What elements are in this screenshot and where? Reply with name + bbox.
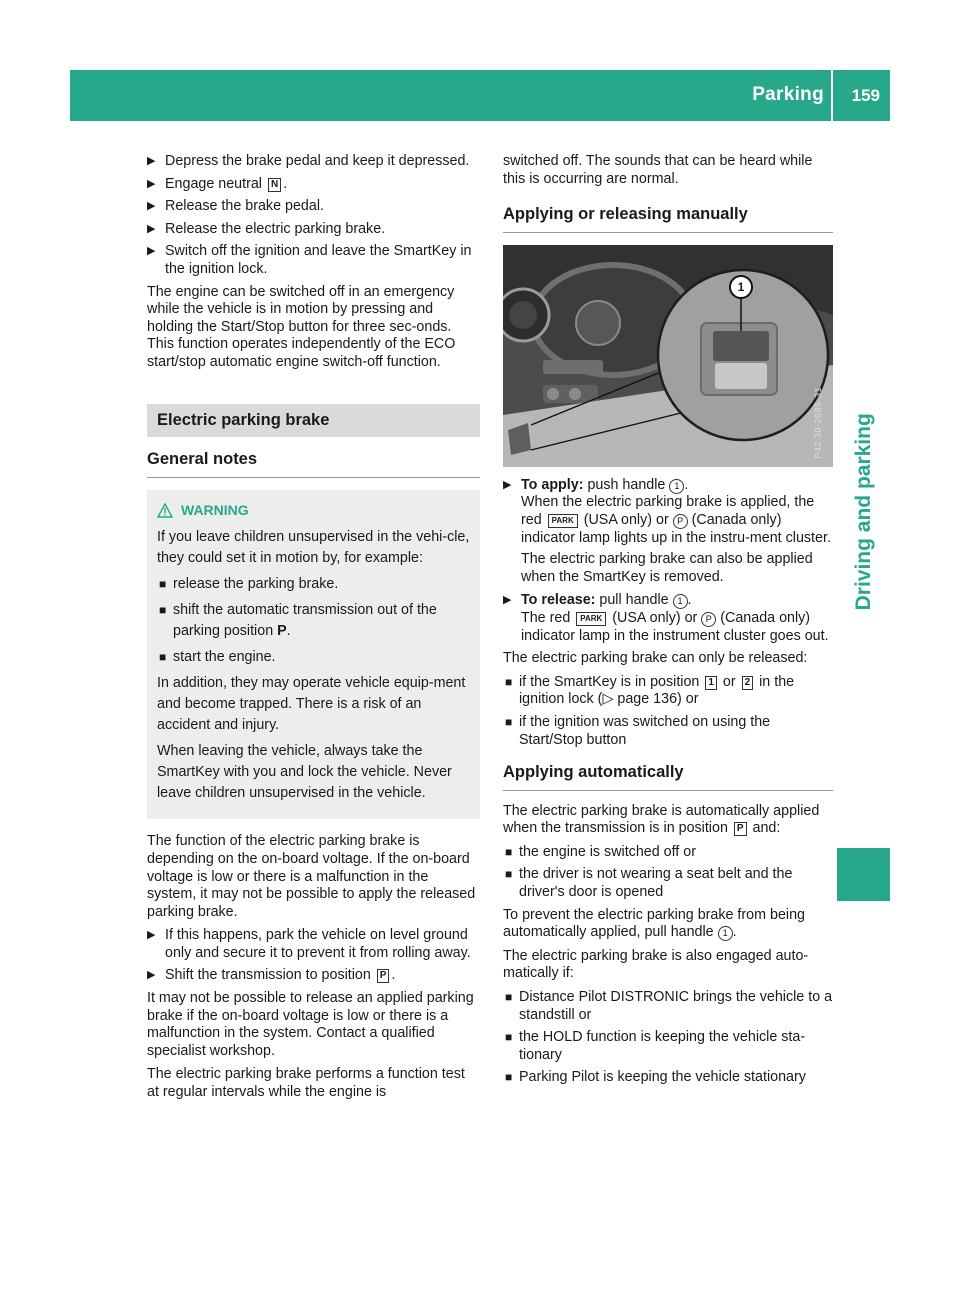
list-item-text: in the ignition lock ( (519, 673, 795, 708)
step-text: Shift the transmission to position (165, 967, 375, 984)
step-item (147, 153, 480, 171)
step-arrow-icon: ▶ (147, 969, 156, 982)
key-position-2-symbol: 2 (742, 676, 754, 690)
step-apply (503, 477, 833, 587)
paragraph-release: It may not be possible to release an applied parking brake if the on-board voltage is low or there is a malfunction in the system. Contact a qualified specialist workshop. (147, 990, 474, 1059)
step-label: To apply: (521, 476, 584, 493)
step-text: pull handle (595, 592, 673, 609)
warning-triangle-icon (157, 503, 173, 518)
handle-callout-icon: 1 (669, 479, 684, 494)
warning-title-text: WARNING (181, 501, 249, 518)
punctuation: . (684, 476, 689, 493)
list-item-text: or (718, 673, 740, 690)
step-text: Switch off the ignition and leave the SmartKey in the ignition lock. (165, 243, 472, 277)
list-item: ■ the driver is not wearing a seat belt and the driver's door is opened (505, 866, 793, 901)
section-band-electric-parking-brake: Electric parking brake (147, 404, 480, 438)
paragraph-also-engaged: The electric parking brake is also engaged auto-matically if: (503, 947, 809, 982)
paragraph-text: To prevent the electric parking brake from being automatically applied, pull handle (503, 906, 805, 941)
photo-reference-code: P42.30-2685-31 (813, 387, 824, 459)
paragraph-continued: switched off. The sounds that can be heard while this is occurring are normal. (503, 153, 813, 187)
warning-paragraph: When leaving the vehicle, always take the SmartKey with you and lock the vehicle. Never leave children unsupervised in the vehicle. (157, 743, 452, 802)
step-item (147, 198, 480, 216)
left-column (147, 153, 480, 1108)
parking-brake-photo (503, 245, 833, 467)
step-text: If this happens, park the vehicle on level ground only and secure it to prevent it from rolling away. (165, 927, 471, 961)
park-indicator-icon: PARK (576, 612, 606, 626)
step-item (147, 927, 480, 962)
list-item: ■ Parking Pilot is keeping the vehicle stationary (505, 1069, 806, 1086)
step-text: Engage neutral (165, 175, 266, 192)
step-arrow-icon: ▶ (147, 177, 156, 190)
paragraph-auto-intro (503, 803, 833, 838)
step-arrow-icon: ▶ (147, 155, 156, 167)
handle-callout-icon: 1 (718, 926, 733, 941)
list-item-text: if the SmartKey is in position (519, 673, 704, 690)
step-text: (USA only) or (579, 511, 673, 528)
section-title: Parking (752, 84, 824, 105)
paragraph-prevent (503, 907, 833, 942)
warning-bullet-text: release the parking brake. (173, 576, 339, 593)
warning-title (157, 502, 472, 520)
punctuation: . (732, 924, 737, 941)
punctuation: . (391, 967, 396, 984)
list-item-text: the HOLD function is keeping the vehicle sta-tionary (519, 1029, 806, 1063)
list-item: ■ if the SmartKey is in position 1 or 2 in the ignition lock (▷ page 136) or (505, 673, 795, 708)
paragraph-function-test: The electric parking brake performs a function test at regular intervals while the engine is (147, 1066, 465, 1101)
warning-bullet-text: shift the automatic transmission out of the parking position (173, 602, 437, 640)
step-arrow-icon: ▶ (147, 222, 156, 235)
list-item: ■ the HOLD function is keeping the vehicle sta-tionary (505, 1029, 806, 1063)
step-note: The electric parking brake can also be applied when the SmartKey is removed. (521, 551, 813, 585)
warning-bullet: ■ shift the automatic transmission out of the parking position P. (159, 602, 437, 640)
warning-box (147, 490, 480, 820)
page-reference-arrow-icon: ▷ (602, 691, 614, 708)
warning-bullet: ■ release the parking brake. (159, 576, 339, 593)
gear-p-symbol: P (377, 969, 390, 983)
punctuation: . (286, 623, 291, 640)
list-item: ■ if the ignition was switched on using the Start/Stop button (505, 713, 771, 748)
paragraph-text: The electric parking brake is automatically applied when the transmission is in position (503, 802, 820, 837)
step-item (147, 176, 480, 194)
canada-brake-indicator-icon: P (701, 612, 716, 627)
step-text: (Canada only) indicator lamp in the instrument cluster goes out. (521, 609, 829, 644)
canada-brake-indicator-icon: P (673, 514, 688, 529)
heading-manual: Applying or releasing manually (503, 206, 833, 233)
step-arrow-icon: ▶ (503, 594, 512, 607)
step-item (147, 221, 480, 239)
step-arrow-icon: ▶ (147, 200, 156, 213)
paragraph-text: and: (748, 820, 781, 837)
list-item-text: Parking Pilot is keeping the vehicle stationary (519, 1069, 806, 1086)
step-label: To release: (521, 592, 596, 609)
gear-position-p: P (277, 623, 287, 640)
page-reference-link[interactable]: page 136) or (613, 691, 699, 708)
handle-callout-icon: 1 (673, 594, 688, 609)
warning-bullet-text: start the engine. (173, 649, 276, 666)
list-item-text: the engine is switched off or (519, 843, 696, 860)
list-item-text: if the ignition was switched on using the Start/Stop button (519, 713, 771, 748)
list-item-text: the driver is not wearing a seat belt and the driver's door is opened (519, 866, 793, 901)
step-item (147, 243, 480, 278)
step-arrow-icon: ▶ (503, 478, 512, 491)
park-indicator-icon: PARK (548, 514, 578, 528)
warning-bullet: ■ start the engine. (159, 649, 276, 666)
step-text: (USA only) or (608, 609, 702, 626)
paragraph-voltage: The function of the electric parking brake is depending on the on-board voltage. If the on-board voltage is low or there is a malfunction in the system, it may not be possible to apply the released parking brake. (147, 833, 476, 920)
header-divider (831, 70, 833, 121)
list-item: ■ Distance Pilot DISTRONIC brings the vehicle to a standstill or (505, 989, 833, 1023)
photo-callout-number: 1 (737, 279, 745, 294)
step-text: Release the brake pedal. (165, 198, 324, 215)
heading-automatic: Applying automatically (503, 764, 833, 791)
key-position-1-symbol: 1 (705, 676, 717, 690)
list-item-text: Distance Pilot DISTRONIC brings the vehicle to a standstill or (519, 989, 833, 1023)
step-text: Depress the brake pedal and keep it depressed. (165, 153, 470, 169)
chapter-tab-label: Driving and parking (851, 413, 875, 611)
warning-intro: If you leave children unsupervised in the vehi-cle, they could set it in motion by, for example: (157, 529, 470, 567)
step-text: push handle (583, 476, 670, 493)
step-text: (Canada only) indicator lamp lights up in the instru-ment cluster. (521, 511, 831, 546)
header-bar (70, 70, 890, 121)
punctuation: . (283, 175, 288, 192)
paragraph-emergency: The engine can be switched off in an emergency while the vehicle is in motion by pressing and holding the Start/Stop button for three sec-onds. This function operates independently of the ECO start/stop automatic engine switch-off function. (147, 283, 456, 370)
list-item: ■ the engine is switched off or (505, 843, 696, 860)
step-item (147, 967, 480, 985)
step-release (503, 592, 833, 645)
step-text: Release the electric parking brake. (165, 220, 386, 237)
step-arrow-icon: ▶ (147, 929, 156, 942)
step-list (147, 153, 480, 279)
warning-paragraph: In addition, they may operate vehicle equip-ment and become trapped. There is a risk of an accident and injury. (157, 675, 466, 734)
dashboard-illustration (503, 245, 833, 467)
gear-p-symbol: P (734, 822, 747, 836)
step-text: When the electric parking brake is applied, the red (521, 494, 815, 528)
page-number: 159 (851, 86, 880, 105)
chapter-marker (837, 848, 890, 901)
right-column (503, 153, 833, 1092)
paragraph-only-released: The electric parking brake can only be released: (503, 650, 808, 667)
step-text: The red (521, 609, 575, 626)
step-arrow-icon: ▶ (147, 245, 156, 258)
gear-n-symbol: N (268, 178, 281, 192)
chapter-tab (837, 232, 890, 792)
heading-general-notes: General notes (147, 451, 480, 478)
punctuation: . (687, 592, 692, 609)
